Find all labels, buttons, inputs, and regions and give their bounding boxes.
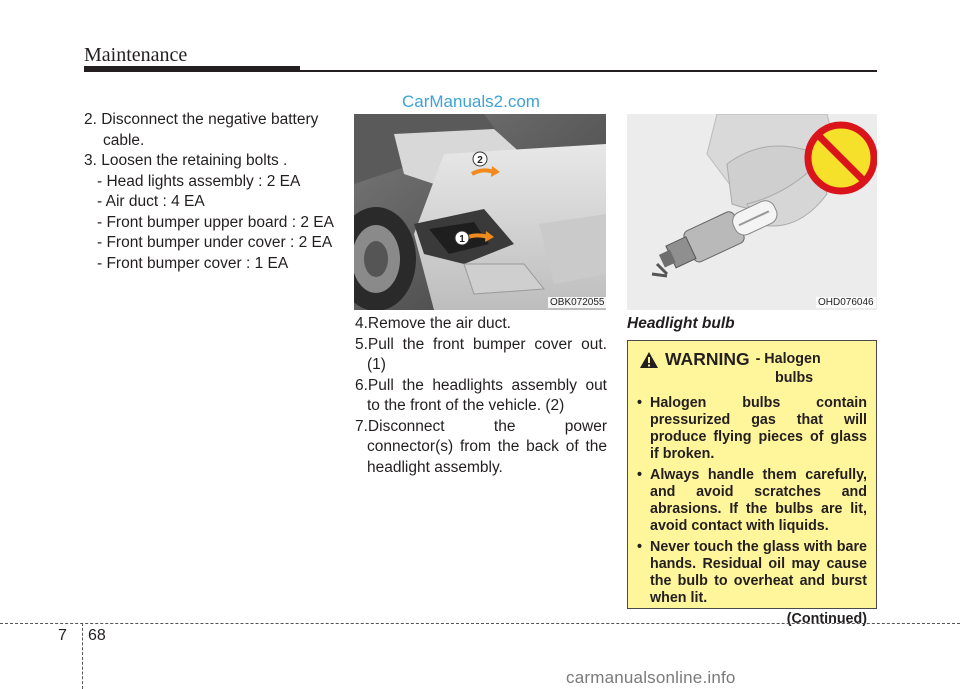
hand-bulb-illustration xyxy=(627,114,877,310)
warning-title: WARNING xyxy=(665,349,750,369)
page-header-title: Maintenance xyxy=(84,44,188,66)
chapter-number: 7 xyxy=(58,627,67,644)
bolt-item: - Front bumper upper board : 2 EA xyxy=(97,213,334,231)
callout-1-label: 1 xyxy=(459,234,465,245)
watermark-link[interactable]: CarManuals2.com xyxy=(402,92,540,111)
halogen-bulb-figure xyxy=(627,114,877,310)
bolt-item: - Front bumper cover : 1 EA xyxy=(97,254,289,272)
bullet: • xyxy=(637,467,643,483)
footer-watermark-link[interactable]: carmanualsonline.info xyxy=(566,668,736,687)
car-front-illustration xyxy=(354,114,606,310)
step-2-line-1: 2. Disconnect the negative battery xyxy=(84,111,319,128)
header-rule-thin xyxy=(300,70,877,72)
bullet: • xyxy=(637,395,643,411)
warning-subtitle: - Halogen xyxy=(755,351,821,367)
warning-header xyxy=(637,351,867,369)
step-5: 5.Pull the front bumper cover out. (1) xyxy=(355,335,607,373)
warning-item: • Halogen bulbs contain pressurized gas that will produce flying pieces of glass if broken. xyxy=(637,395,867,462)
bumper-removal-figure xyxy=(354,114,606,310)
middle-column xyxy=(355,314,607,478)
bolt-item: - Air duct : 4 EA xyxy=(97,193,205,210)
warning-list xyxy=(637,395,867,607)
footer-vertical-divider xyxy=(82,623,83,689)
warning-triangle-icon xyxy=(639,351,659,369)
bolt-item: - Head lights assembly : 2 EA xyxy=(97,172,301,190)
page-number: 68 xyxy=(88,627,106,644)
step-2-line-2: cable. xyxy=(103,131,145,149)
step-7: 7.Disconnect the power connector(s) from the back of the headlight assembly. xyxy=(355,417,607,476)
header-rule-thick xyxy=(84,66,300,72)
warning-item: • Never touch the glass with bare hands. Residual oil may cause the bulb to overheat and burst when lit. xyxy=(637,539,867,606)
warning-item: • Always handle them carefully, and avoid scratches and abrasions. If the bulbs are lit, avoid contact with liquids. xyxy=(637,467,867,534)
warning-box xyxy=(627,340,877,627)
step-4: 4.Remove the air duct. xyxy=(355,315,511,332)
figure-1-code: OBK072055 xyxy=(550,297,605,308)
left-column xyxy=(84,110,334,274)
callout-2-label: 2 xyxy=(477,155,483,166)
bullet: • xyxy=(637,539,643,555)
step-3: 3. Loosen the retaining bolts . xyxy=(84,152,288,169)
warning-continued: (Continued) xyxy=(786,611,867,627)
footer-divider xyxy=(0,623,960,624)
section-subheading: Headlight bulb xyxy=(627,315,735,332)
step-6: 6.Pull the headlights assembly out to the front of the vehicle. (2) xyxy=(355,376,607,414)
figure-2-code: OHD076046 xyxy=(818,297,874,308)
bolt-item: - Front bumper under cover : 2 EA xyxy=(97,234,333,251)
warning-subtitle-cont: bulbs xyxy=(775,370,814,386)
